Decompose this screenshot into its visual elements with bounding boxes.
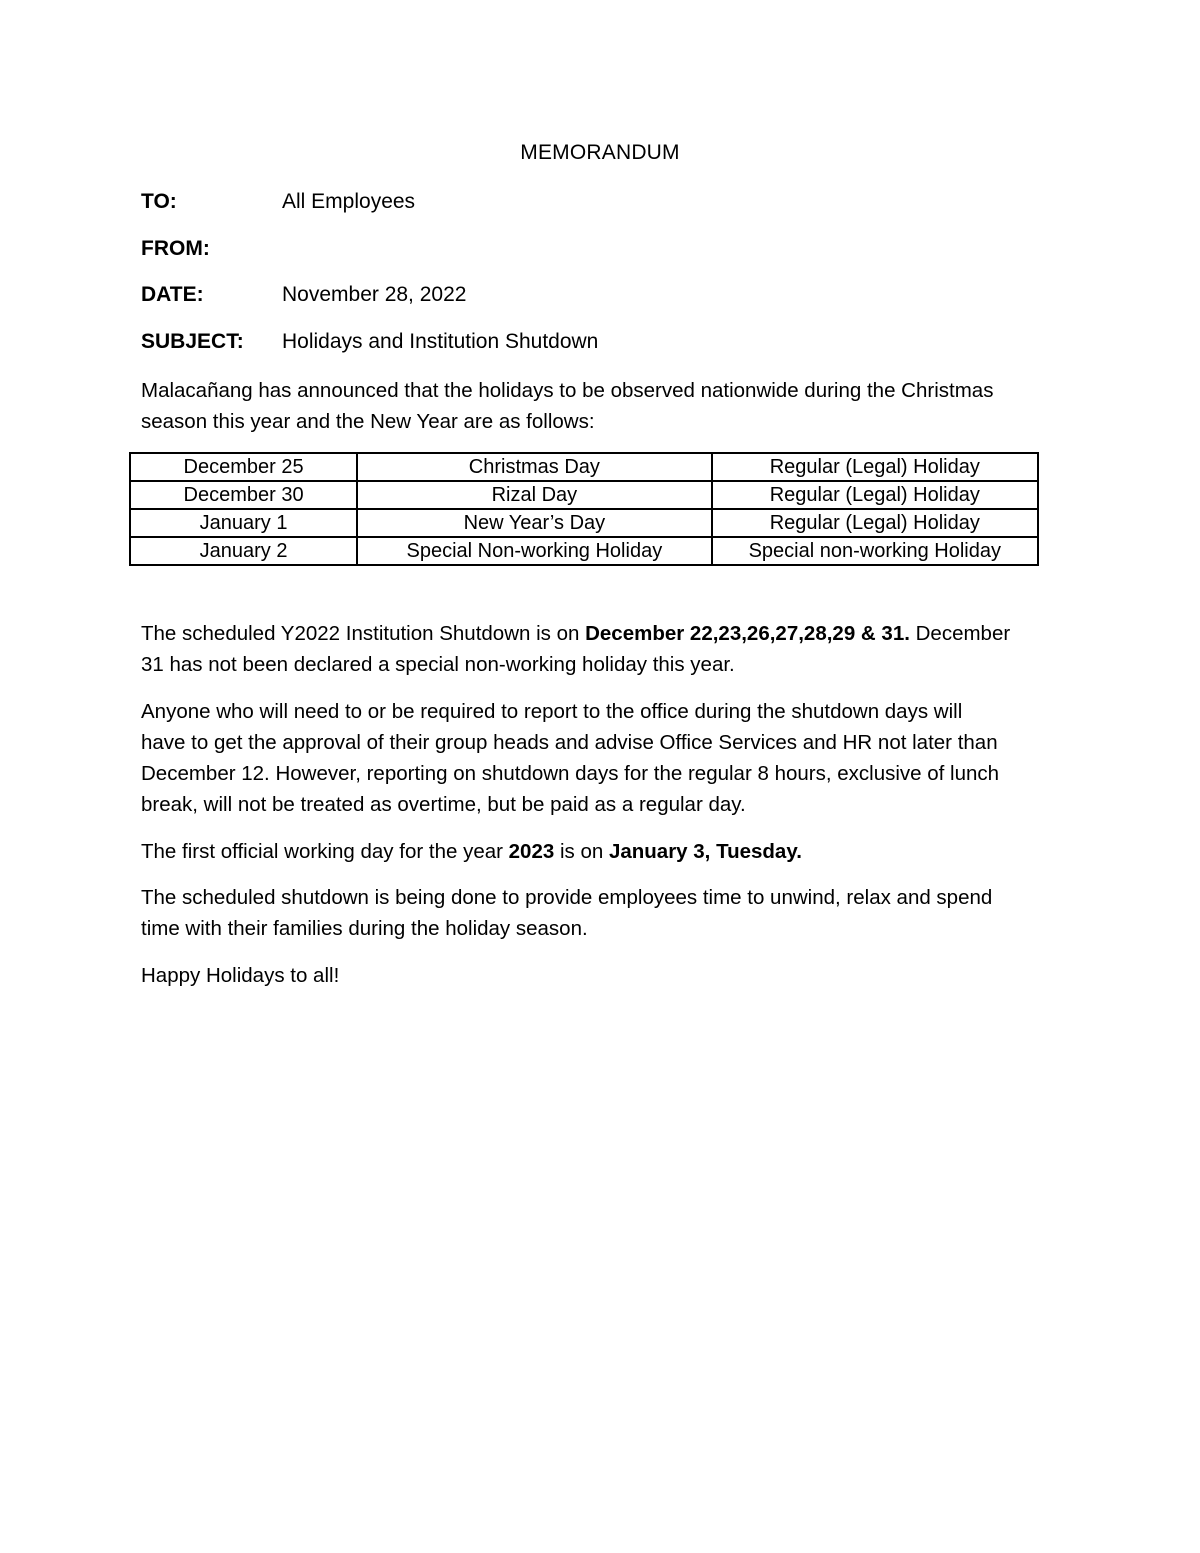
date-label: DATE: (141, 283, 204, 306)
memo-title: MEMORANDUM (520, 141, 680, 164)
holidays-table (129, 452, 1039, 566)
reason-line-1: The scheduled shutdown is being done to provide employees time to unwind, relax and spend (141, 886, 993, 909)
from-label: FROM: (141, 237, 210, 260)
closing-line: Happy Holidays to all! (141, 964, 340, 987)
first-day-paragraph (141, 836, 1061, 867)
table-row (130, 537, 1038, 565)
reason-line-2: time with their families during the holiday season. (141, 917, 588, 940)
intro-line-1: Malacañang has announced that the holidays to be observed nationwide during the Christmas (141, 379, 994, 402)
holiday-type-cell: Special non-working Holiday (712, 537, 1038, 565)
shutdown-line-2: 31 has not been declared a special non-working holiday this year. (141, 653, 735, 676)
reason-paragraph (141, 882, 1061, 944)
intro-paragraph (141, 375, 1061, 437)
holiday-date-cell: January 2 (130, 537, 357, 565)
first-day-line (141, 836, 1061, 867)
to-label: TO: (141, 190, 177, 213)
holiday-name-cell: New Year’s Day (357, 509, 711, 537)
date-row (141, 283, 1041, 313)
approval-line-2: have to get the approval of their group heads and advise Office Services and HR not later than (141, 731, 998, 754)
shutdown-dates: December 22,23,26,27,28,29 & 31. (585, 622, 910, 645)
first-day-middle: is on (554, 840, 609, 863)
approval-line-1: Anyone who will need to or be required to report to the office during the shutdown days will (141, 700, 963, 723)
holiday-type-cell: Regular (Legal) Holiday (712, 509, 1038, 537)
intro-line-2: season this year and the New Year are as follows: (141, 410, 595, 433)
table-row (130, 481, 1038, 509)
shutdown-paragraph (141, 618, 1061, 680)
holiday-date-cell: December 30 (130, 481, 357, 509)
holiday-name-cell: Special Non-working Holiday (357, 537, 711, 565)
holiday-type-cell: Regular (Legal) Holiday (712, 481, 1038, 509)
from-row (141, 237, 1041, 267)
approval-line-3: December 12. However, reporting on shutdown days for the regular 8 hours, exclusive of lunch (141, 762, 1000, 785)
first-day-year: 2023 (508, 840, 555, 863)
shutdown-line-1 (141, 618, 1061, 649)
subject-value: Holidays and Institution Shutdown (282, 330, 599, 353)
shutdown-prefix: The scheduled Y2022 Institution Shutdown is on (141, 622, 586, 645)
holiday-type-cell: Regular (Legal) Holiday (712, 453, 1038, 481)
holiday-date-cell: December 25 (130, 453, 357, 481)
holiday-name-cell: Rizal Day (357, 481, 711, 509)
first-day-date: January 3, Tuesday. (608, 840, 802, 863)
holiday-date-cell: January 1 (130, 509, 357, 537)
to-value: All Employees (282, 190, 416, 213)
subject-row (141, 330, 1041, 360)
to-row (141, 190, 1041, 220)
holiday-name-cell: Christmas Day (357, 453, 711, 481)
approval-line-4: break, will not be treated as overtime, but be paid as a regular day. (141, 793, 746, 816)
shutdown-suffix: December (909, 622, 1011, 645)
first-day-prefix: The first official working day for the year (141, 840, 509, 863)
subject-label: SUBJECT: (141, 330, 244, 353)
table-row (130, 453, 1038, 481)
table-row (130, 509, 1038, 537)
date-value: November 28, 2022 (282, 283, 467, 306)
approval-paragraph (141, 696, 1061, 820)
